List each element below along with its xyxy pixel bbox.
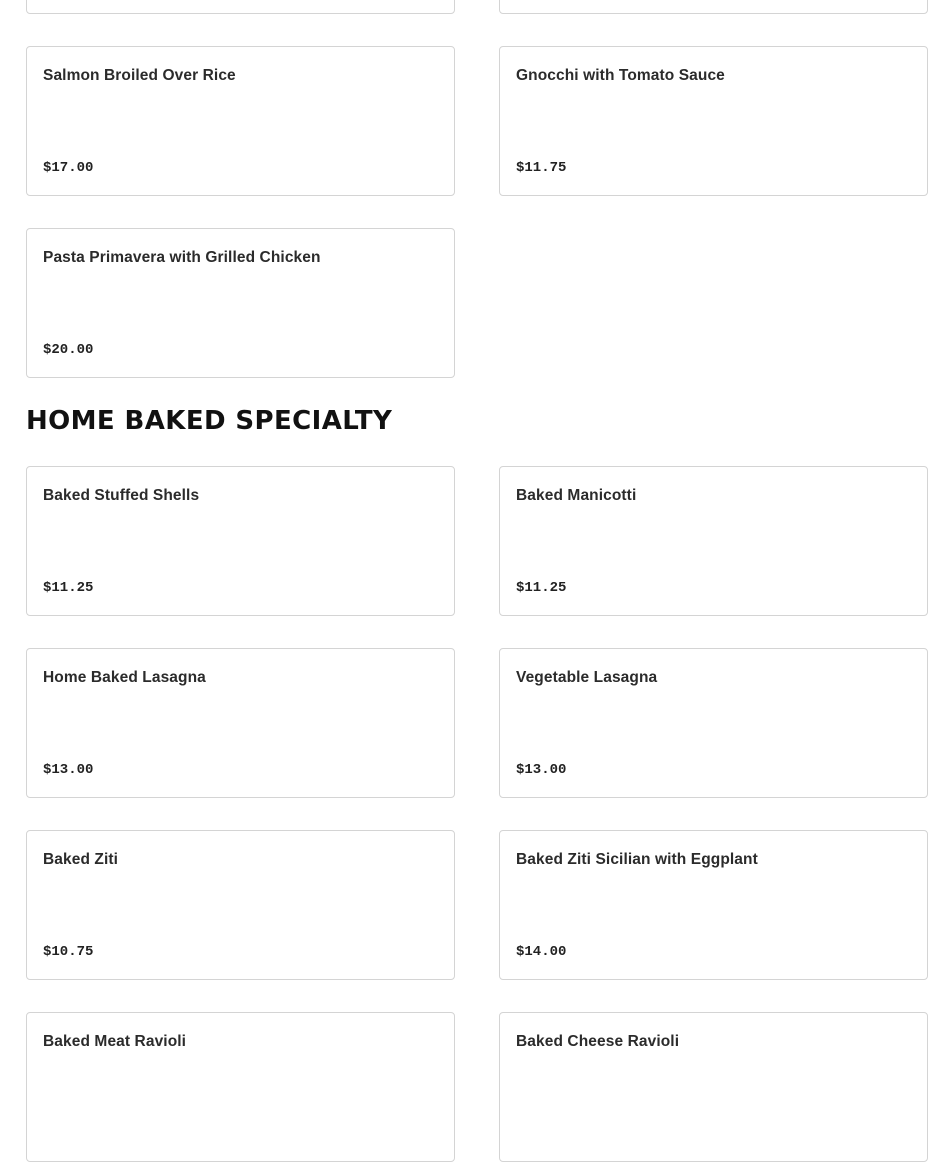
- menu-item-card[interactable]: [499, 466, 928, 616]
- menu-item-card[interactable]: [499, 46, 928, 196]
- section-title: HOME BAKED SPECIALTY: [26, 406, 393, 436]
- menu-item-card[interactable]: [26, 466, 455, 616]
- menu-item-card[interactable]: [26, 228, 455, 378]
- menu-item-card[interactable]: [499, 648, 928, 798]
- menu-item-name: Baked Cheese Ravioli: [516, 1033, 680, 1050]
- menu-item-name: Salmon Broiled Over Rice: [43, 67, 236, 84]
- menu-item-name: Vegetable Lasagna: [516, 669, 658, 686]
- menu-item-name: Baked Stuffed Shells: [43, 487, 200, 504]
- menu-item-name: Gnocchi with Tomato Sauce: [516, 67, 725, 84]
- menu-item-price: $20.00: [43, 342, 94, 358]
- menu-item-card[interactable]: [26, 0, 455, 14]
- menu-item-name: Baked Ziti: [43, 851, 119, 868]
- menu-item-card[interactable]: [26, 46, 455, 196]
- menu-item-price: $17.00: [43, 160, 94, 176]
- menu-item-price: $13.00: [516, 762, 567, 778]
- menu-item-name: Home Baked Lasagna: [43, 669, 206, 686]
- menu-item-price: $10.75: [43, 944, 94, 960]
- previous-items-row: [26, 0, 928, 14]
- menu-item-price: $13.00: [43, 762, 94, 778]
- menu-item-card[interactable]: [499, 0, 928, 14]
- menu-item-card[interactable]: [26, 1012, 455, 1162]
- menu-item-name: Baked Ziti Sicilian with Eggplant: [516, 851, 758, 868]
- menu-item-name: Baked Manicotti: [516, 487, 637, 504]
- menu-item-card[interactable]: [26, 830, 455, 980]
- menu-item-name: Baked Meat Ravioli: [43, 1033, 187, 1050]
- menu-item-card[interactable]: [499, 1012, 928, 1162]
- home-baked-grid: [26, 466, 928, 1162]
- menu-item-price: $11.25: [516, 580, 567, 596]
- menu-item-price: $11.75: [516, 160, 567, 176]
- menu-item-card[interactable]: [499, 830, 928, 980]
- menu-items-grid: [26, 46, 928, 378]
- menu-item-name: Pasta Primavera with Grilled Chicken: [43, 249, 321, 266]
- menu-item-card[interactable]: [26, 648, 455, 798]
- menu-item-price: $11.25: [43, 580, 94, 596]
- menu-item-price: $14.00: [516, 944, 567, 960]
